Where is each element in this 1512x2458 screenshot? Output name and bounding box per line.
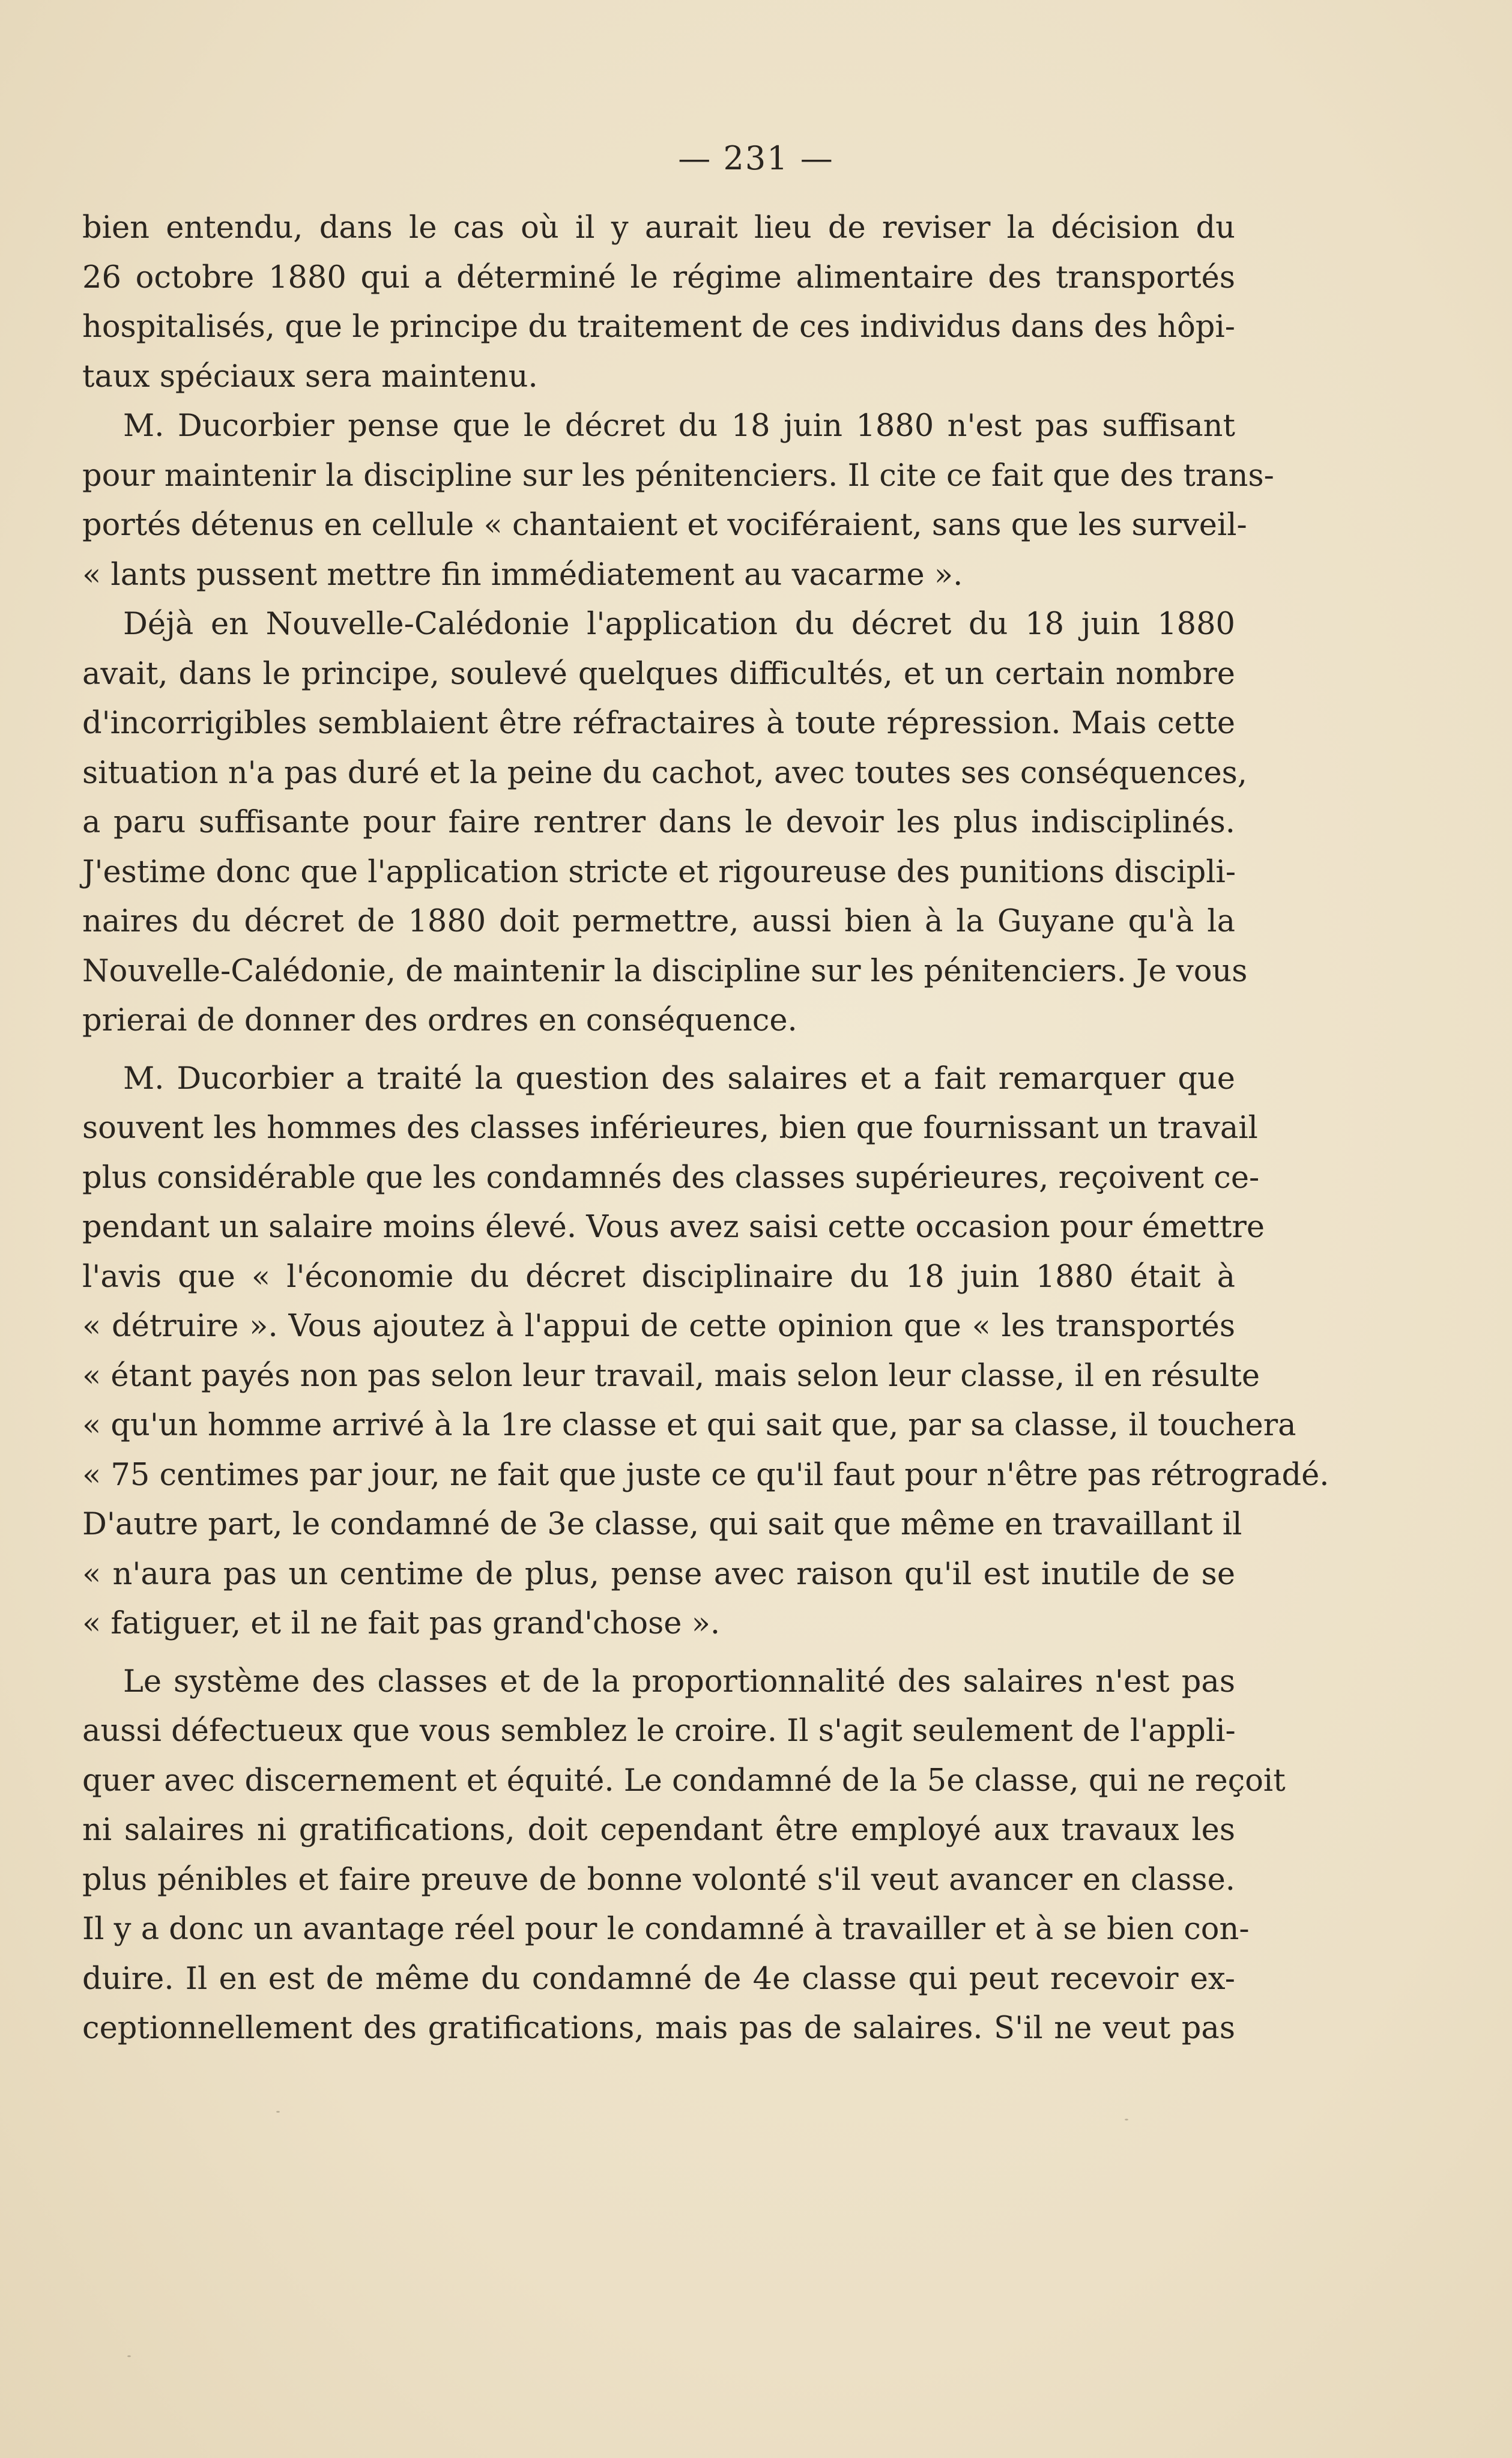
text-line: pour maintenir la discipline sur les pénitenciers. Il cite ce fait que des trans- xyxy=(82,458,1274,494)
text-line: Il y a donc un avantage réel pour le condamné à travailler et à se bien con- xyxy=(82,1912,1250,1947)
text-line: a paru suffisante pour faire rentrer dans le devoir les plus indisciplinés. xyxy=(82,805,1235,840)
text-line: souvent les hommes des classes inférieures, bien que fournissant un travail xyxy=(82,1110,1258,1146)
paragraph-gap xyxy=(82,1046,1235,1055)
paper-speck xyxy=(127,2355,131,2357)
text-line: Le système des classes et de la proportionnalité des salaires n'est pas xyxy=(123,1663,1235,1700)
text-line: naires du décret de 1880 doit permettre, aussi bien à la Guyane qu'à la xyxy=(82,904,1235,939)
text-line: l'avis que « l'économie du décret disciplinaire du 18 juin 1880 était à xyxy=(82,1259,1235,1295)
text-line: « qu'un homme arrivé à la 1re classe et qui sait que, par sa classe, il touchera xyxy=(82,1408,1296,1443)
text-line: Nouvelle-Calédonie, de maintenir la discipline sur les pénitenciers. Je vous xyxy=(82,953,1248,989)
text-line: pendant un salaire moins élevé. Vous avez saisi cette occasion pour émettre xyxy=(82,1209,1265,1245)
text-line: M. Ducorbier a traité la question des salaires et a fait remarquer que xyxy=(123,1061,1235,1097)
text-line: « 75 centimes par jour, ne fait que juste ce qu'il faut pour n'être pas rétrogradé. xyxy=(82,1457,1329,1493)
text-line: hospitalisés, que le principe du traitement de ces individus dans des hôpi- xyxy=(82,309,1235,345)
text-line: taux spéciaux sera maintenu. xyxy=(82,359,538,395)
text-line: « lants pussent mettre fin immédiatement au vacarme ». xyxy=(82,557,963,593)
text-line: d'incorrigibles semblaient être réfractaires à toute répression. Mais cette xyxy=(82,706,1235,741)
text-line: plus pénibles et faire preuve de bonne volonté s'il veut avancer en classe. xyxy=(82,1862,1235,1898)
body-text xyxy=(82,204,1329,2054)
text-line: ni salaires ni gratifications, doit cependant être employé aux travaux les xyxy=(82,1812,1235,1848)
text-line: duire. Il en est de même du condamné de 4e classe qui peut recevoir ex- xyxy=(82,1961,1235,1997)
paragraph-gap xyxy=(82,1649,1235,1657)
text-line: prierai de donner des ordres en conséquence. xyxy=(82,1003,797,1038)
paper-speck xyxy=(1125,2119,1128,2120)
text-line: ceptionnellement des gratifications, mais pas de salaires. S'il ne veut pas xyxy=(82,2011,1235,2046)
text-line: Déjà en Nouvelle-Calédonie l'application du décret du 18 juin 1880 xyxy=(123,607,1235,642)
text-line: aussi défectueux que vous semblez le croire. Il s'agit seulement de l'appli- xyxy=(82,1713,1236,1749)
text-line: « fatiguer, et il ne fait pas grand'chose ». xyxy=(82,1606,721,1641)
text-line: « étant payés non pas selon leur travail, mais selon leur classe, il en résulte xyxy=(82,1358,1260,1394)
text-line: quer avec discernement et équité. Le condamné de la 5e classe, qui ne reçoit xyxy=(82,1763,1286,1799)
paper-speck xyxy=(276,2111,280,2113)
text-line: avait, dans le principe, soulevé quelques difficultés, et un certain nombre xyxy=(82,656,1235,692)
text-line: « n'aura pas un centime de plus, pense avec raison qu'il est inutile de se xyxy=(82,1556,1235,1592)
text-line: J'estime donc que l'application stricte et rigoureuse des punitions discipli- xyxy=(82,854,1236,890)
text-line: « détruire ». Vous ajoutez à l'appui de cette opinion que « les transportés xyxy=(82,1309,1235,1344)
text-line: M. Ducorbier pense que le décret du 18 juin 1880 n'est pas suffisant xyxy=(123,408,1235,444)
text-line: bien entendu, dans le cas où il y aurait lieu de reviser la décision du xyxy=(82,210,1235,246)
page-number: — 231 — xyxy=(678,139,834,177)
text-line: plus considérable que les condamnés des classes supérieures, reçoivent ce- xyxy=(82,1160,1260,1196)
text-line: portés détenus en cellule « chantaient et vociféraient, sans que les surveil- xyxy=(82,507,1247,543)
text-line: situation n'a pas duré et la peine du cachot, avec toutes ses conséquences, xyxy=(82,755,1248,791)
text-line: 26 octobre 1880 qui a déterminé le régime alimentaire des transportés xyxy=(82,259,1235,295)
text-line: D'autre part, le condamné de 3e classe, qui sait que même en travaillant il xyxy=(82,1507,1242,1542)
